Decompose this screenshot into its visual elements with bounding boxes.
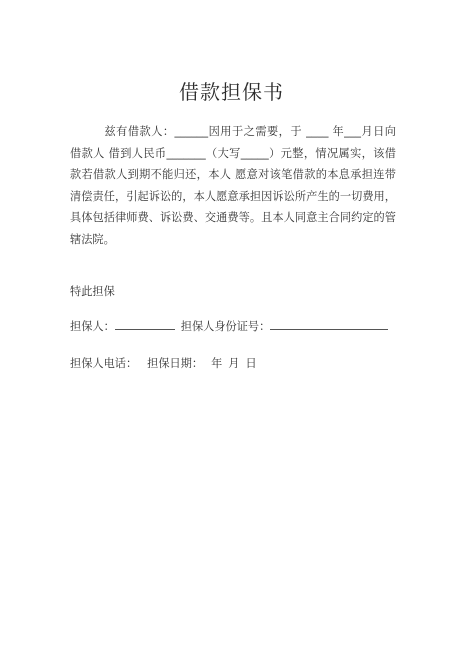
- date-day: 日: [245, 357, 257, 370]
- guarantee-date-label: 担保日期：: [147, 357, 204, 370]
- phone-date-row: [70, 355, 257, 371]
- guarantor-row: [70, 318, 388, 334]
- guarantor-label: 担保人：: [70, 320, 115, 333]
- guarantor-id-label: 担保人身份证号：: [180, 320, 271, 333]
- special-note: 特此担保: [70, 285, 115, 298]
- guarantee-paragraph: [70, 121, 396, 251]
- date-year: 年: [211, 357, 223, 370]
- guarantor-phone-label: 担保人电话：: [70, 357, 138, 370]
- paragraph-text: 兹有借款人：______因用于之需要，于 ____ 年___月日向借款人 借到人民币_______（大写_____）元整，情况属实，该借款若借款人到期不能归还，本人 愿意对该笔借款的本息承担连带清偿责任，引起诉讼的，本人愿意承担因诉讼所产生的一切费用，具体包括律师费、诉讼费、交通费等。且本人同意主合同约定的管辖法院。: [70, 125, 396, 246]
- document-title: 借款担保书: [179, 80, 284, 104]
- date-month: 月: [228, 357, 240, 370]
- guarantor-id-blank: [270, 319, 388, 330]
- guarantor-name-blank: [115, 319, 175, 330]
